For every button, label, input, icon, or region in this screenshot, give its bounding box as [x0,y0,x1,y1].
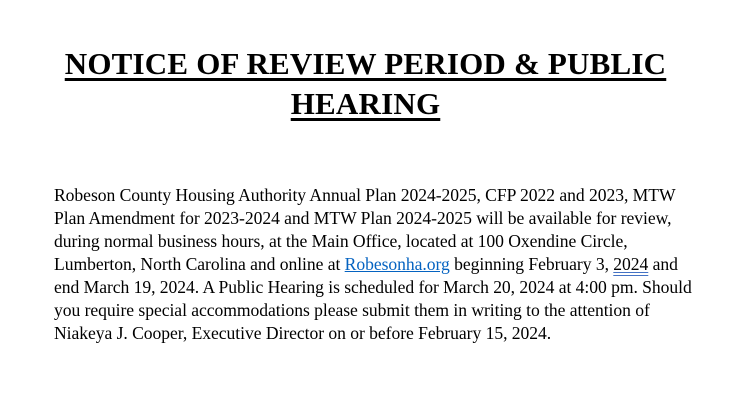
website-link[interactable]: Robesonha.org [344,254,450,274]
title-line-1: NOTICE OF REVIEW PERIOD & PUBLIC [64,46,667,81]
paragraph-text-end: and end March 19, 2024. A Public Hearing is scheduled for March 20, 2024 at 4:00 pm. Should you require special accommodations please submit them in writing to the attention of Niakeya J. Cooper, Executive Director on or before February 15, 2024. [54,254,692,343]
document-title [0,44,731,124]
smart-tag-year[interactable]: 2024 [613,254,649,274]
paragraph-text: Robeson County Housing Authority Annual Plan 2024-2025, CFP 2022 and 2023, MTW Plan Amendment for 2023-2024 and MTW Plan 2024-2025 will be available for review, during normal business hours, at the Main Office, located at 100 Oxendine Circle, Lumberton, North Carolina and online at [54,185,676,274]
title-line-2: HEARING [290,86,441,121]
notice-paragraph [54,184,694,345]
paragraph-text-continued: beginning February 3, [449,254,614,274]
